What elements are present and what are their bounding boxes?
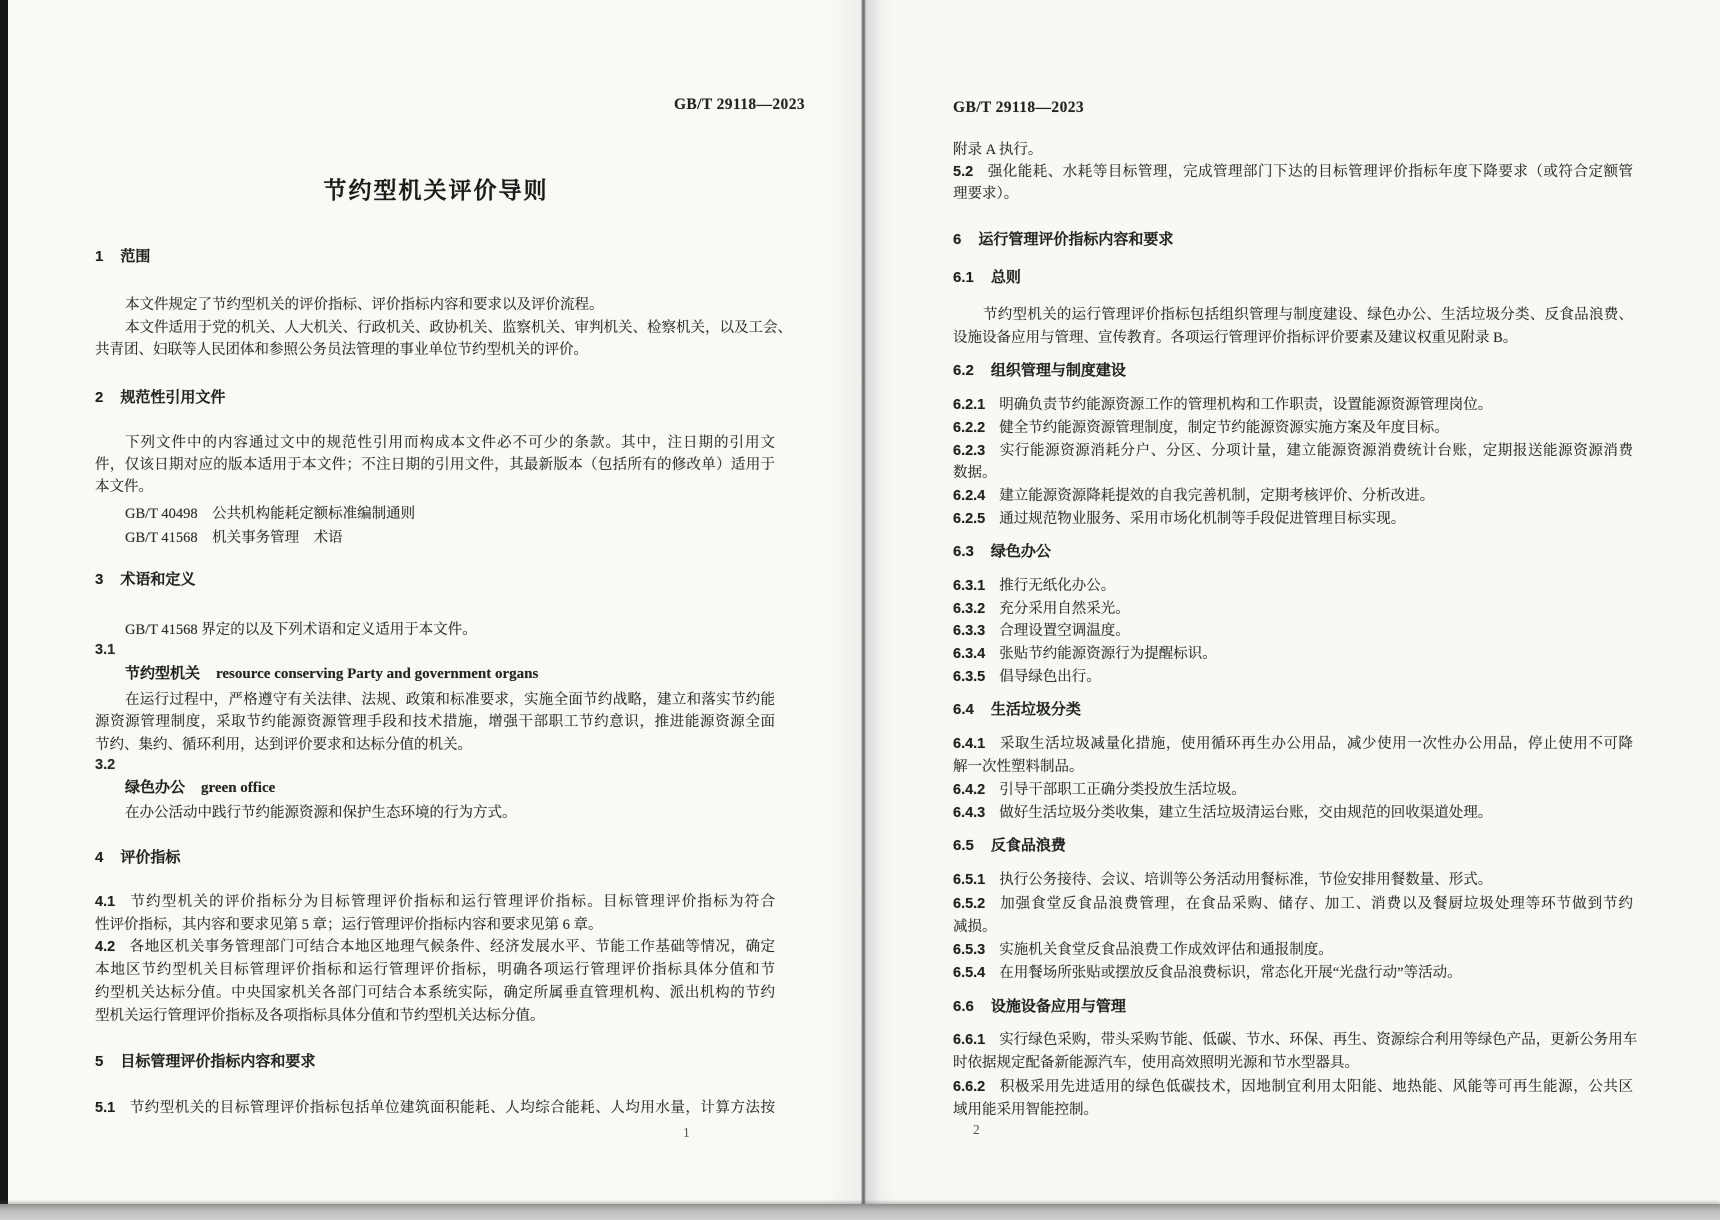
page-1 xyxy=(8,0,861,1220)
clause-line xyxy=(953,394,1492,416)
text-content: 目标管理评价指标内容和要求 xyxy=(120,1053,316,1070)
clause-line xyxy=(953,1029,1638,1051)
text-content: 在运行过程中，严格遵守有关法律、法规、政策和标准要求，实施全面节约战略，建立和落实节约能 xyxy=(125,692,775,708)
text-content: 术语和定义 xyxy=(120,571,196,588)
text-content: 实施机关食堂反食品浪费工作成效评估和通报制度。 xyxy=(999,942,1333,958)
clause-number: 6.3.5 xyxy=(953,669,986,685)
section-heading xyxy=(95,387,225,409)
term-number xyxy=(95,754,115,776)
text-content: 实行绿色采购，带头采购节能、低碳、节水、环保、再生、资源综合利用等绿色产品，更新公务用车 xyxy=(999,1032,1638,1048)
text-content: 件，仅该日期对应的版本适用于本文件；不注日期的引用文件，其最新版本（包括所有的修改单）适用于 xyxy=(95,457,775,473)
text-content: 共青团、妇联等人民团体和参照公务员法管理的事业单位节约型机关的评价。 xyxy=(95,342,588,358)
section-heading xyxy=(953,541,1051,563)
text-content: 范围 xyxy=(120,248,151,265)
term-chinese: 绿色办公 xyxy=(125,779,186,796)
paragraph-line xyxy=(95,959,775,981)
clause-number: 6.5.2 xyxy=(953,896,986,912)
text-content: 反食品浪费 xyxy=(990,837,1066,854)
clause-number: 6.4.1 xyxy=(953,736,986,752)
clause-line xyxy=(953,1076,1633,1098)
paragraph-line xyxy=(953,1052,1359,1074)
section-heading xyxy=(953,229,1173,251)
clause-number: 6.5.1 xyxy=(953,872,986,888)
page-header-standard-code xyxy=(95,94,805,116)
clause-number: 6.5.4 xyxy=(953,965,986,981)
clause-number: 3 xyxy=(95,571,104,588)
text-content: 执行公务接待、会议、培训等公务活动用餐标准，节俭安排用餐数量、形式。 xyxy=(999,872,1493,888)
page-2 xyxy=(866,0,1720,1220)
clause-line xyxy=(953,733,1633,755)
term-definition-line xyxy=(125,663,538,685)
clause-line xyxy=(953,440,1633,462)
text-content: 数据。 xyxy=(953,465,997,481)
clause-number: 5.2 xyxy=(953,164,974,180)
text-content: 域用能采用智能控制。 xyxy=(953,1102,1098,1118)
section-heading xyxy=(953,699,1081,721)
text-content: 在用餐场所张贴或摆放反食品浪费标识，常态化开展“光盘行动”等活动。 xyxy=(999,965,1462,981)
text-content: 明确负责节约能源资源工作的管理机构和工作职责，设置能源资源管理岗位。 xyxy=(999,397,1493,413)
term-chinese: 节约型机关 xyxy=(125,665,201,682)
clause-number: 6.5 xyxy=(953,837,974,854)
clause-number: 6.6 xyxy=(953,998,974,1015)
section-heading xyxy=(953,835,1066,857)
clause-number: 6.3.2 xyxy=(953,601,986,617)
paragraph-line xyxy=(953,462,997,484)
clause-line xyxy=(953,620,1130,642)
clause-number: 4.2 xyxy=(95,939,116,955)
text-content: 源资源管理制度，采取节约能源资源管理手段和技术措施，增强干部职工节约意识，推进能源资源全面 xyxy=(95,714,775,730)
clause-number: 6.2.4 xyxy=(953,488,986,504)
paragraph-line xyxy=(125,317,792,339)
paragraph-line xyxy=(95,711,775,733)
page-number xyxy=(973,1119,980,1141)
text-content: 解一次性塑料制品。 xyxy=(953,759,1084,775)
term-number xyxy=(95,639,115,661)
clause-number: 4 xyxy=(95,849,104,866)
text-content: 本地区节约型机关目标管理评价指标和运行管理评价指标，明确各项运行管理评价指标具体分值和节 xyxy=(95,962,775,978)
scan-bottom-edge xyxy=(0,1204,1720,1220)
clause-line xyxy=(953,939,1333,961)
text-content: 运行管理评价指标内容和要求 xyxy=(978,231,1174,248)
section-heading xyxy=(953,267,1021,289)
term-definition-line xyxy=(125,777,275,799)
text-content: 2 xyxy=(973,1122,980,1137)
text-content: 性评价指标，其内容和要求见第 5 章；运行管理评价指标内容和要求见第 6 章。 xyxy=(95,917,603,933)
text-content: 设施设备应用与管理、宣传教育。各项运行管理评价指标评价要素及建议权重见附录 B。 xyxy=(953,330,1518,346)
text-content: 节约、集约、循环利用，达到评价要求和达标分值的机关。 xyxy=(95,737,472,753)
text-content: 节约型机关评价导则 xyxy=(323,177,549,203)
term-english: green office xyxy=(201,780,276,796)
text-content: 1 xyxy=(683,1125,690,1140)
text-content: GB/T 29118—2023 xyxy=(953,99,1085,116)
text-content: 在办公活动中践行节约能源资源和保护生态环境的行为方式。 xyxy=(125,805,517,821)
document-title xyxy=(95,175,777,205)
clause-number: 5.1 xyxy=(95,1100,116,1116)
clause-number: 6.3.1 xyxy=(953,578,986,594)
text-content: 实行能源资源消耗分户、分区、分项计量，建立能源资源消费统计台账，定期报送能源资源消费 xyxy=(999,443,1633,459)
clause-number: 6.2 xyxy=(953,362,974,379)
page-number xyxy=(683,1122,690,1144)
text-content: 约型机关达标分值。中央国家机关各部门可结合本系统实际，确定所属垂直管理机构、派出机构的节约 xyxy=(95,985,775,1001)
paragraph-line xyxy=(125,432,775,454)
text-content: 时依据规定配备新能源汽车，使用高效照明光源和节水型器具。 xyxy=(953,1055,1359,1071)
clause-line xyxy=(953,417,1449,439)
clause-line xyxy=(95,891,775,913)
text-content: 强化能耗、水耗等目标管理，完成管理部门下达的目标管理评价指标年度下降要求（或符合定额管 xyxy=(987,164,1633,180)
paragraph-line xyxy=(983,304,1633,326)
text-content: 3.2 xyxy=(95,757,116,773)
clause-line xyxy=(953,779,1246,801)
text-content: 规范性引用文件 xyxy=(120,389,226,406)
clause-number: 6.3.3 xyxy=(953,623,986,639)
clause-line xyxy=(953,666,1101,688)
paragraph-line xyxy=(125,527,343,549)
clause-number: 6.6.1 xyxy=(953,1032,986,1048)
paragraph-line xyxy=(95,734,472,756)
text-content: GB/T 29118—2023 xyxy=(673,96,805,113)
clause-line xyxy=(95,1097,775,1119)
paragraph-line xyxy=(125,294,604,316)
clause-number: 6.1 xyxy=(953,269,974,286)
text-content: 健全节约能源资源管理制度，制定节约能源资源实施方案及年度目标。 xyxy=(999,420,1449,436)
text-content: 总则 xyxy=(990,269,1021,286)
clause-number: 6.3.4 xyxy=(953,646,986,662)
section-heading xyxy=(953,360,1126,382)
text-content: 3.1 xyxy=(95,642,116,658)
text-content: GB/T 40498 公共机构能耗定额标准编制通则 xyxy=(125,506,416,522)
text-content: 节约型机关的运行管理评价指标包括组织管理与制度建设、绿色办公、生活垃圾分类、反食品浪费、 xyxy=(983,307,1633,323)
section-heading xyxy=(953,996,1126,1018)
section-heading xyxy=(95,1051,315,1073)
paragraph-line xyxy=(95,339,588,361)
text-content: 节约型机关的目标管理评价指标包括单位建筑面积能耗、人均综合能耗、人均用水量，计算方法按 xyxy=(129,1100,775,1116)
text-content: 充分采用自然采光。 xyxy=(999,601,1130,617)
text-content: 采取生活垃圾减量化措施，使用循环再生办公用品，减少使用一次性办公用品，停止使用不可降 xyxy=(999,736,1633,752)
text-content: 张贴节约能源资源行为提醒标识。 xyxy=(999,646,1217,662)
clause-line xyxy=(953,508,1405,530)
page-header-standard-code xyxy=(953,97,1084,119)
clause-number: 2 xyxy=(95,389,104,406)
section-heading xyxy=(95,847,180,869)
clause-number: 6.4.3 xyxy=(953,805,986,821)
paragraph-line xyxy=(953,916,997,938)
text-content: 通过规范物业服务、采用市场化机制等手段促进管理目标实现。 xyxy=(999,511,1406,527)
clause-line xyxy=(953,643,1217,665)
paragraph-line xyxy=(953,139,1042,161)
clause-line xyxy=(953,962,1462,984)
text-content: 设施设备应用与管理 xyxy=(990,998,1126,1015)
paragraph-line xyxy=(95,454,775,476)
text-content: 积极采用先进适用的绿色低碳技术，因地制宜利用太阳能、地热能、风能等可再生能源，公共区 xyxy=(999,1079,1633,1095)
clause-line xyxy=(953,869,1492,891)
text-content: 本文件。 xyxy=(95,479,153,495)
clause-number: 4.1 xyxy=(95,894,116,910)
text-content: 评价指标 xyxy=(120,849,181,866)
clause-number: 6.4.2 xyxy=(953,782,986,798)
text-content: 型机关运行管理评价指标及各项指标具体分值和节约型机关达标分值。 xyxy=(95,1008,545,1024)
clause-line xyxy=(953,161,1633,183)
text-content: 各地区机关事务管理部门可结合本地区地理气候条件、经济发展水平、节能工作基础等情况，确定 xyxy=(129,939,775,955)
clause-line xyxy=(953,598,1130,620)
text-content: 理要求）。 xyxy=(953,186,1019,202)
text-content: 引导干部职工正确分类投放生活垃圾。 xyxy=(999,782,1246,798)
clause-number: 6.2.1 xyxy=(953,397,986,413)
text-content: 减损。 xyxy=(953,919,997,935)
text-content: 推行无纸化办公。 xyxy=(999,578,1116,594)
clause-line xyxy=(953,893,1633,915)
paragraph-line xyxy=(95,476,153,498)
clause-number: 6.2.3 xyxy=(953,443,986,459)
paragraph-line xyxy=(953,756,1084,778)
text-content: 组织管理与制度建设 xyxy=(990,362,1126,379)
paragraph-line xyxy=(95,914,603,936)
clause-number: 1 xyxy=(95,248,104,265)
text-content: 生活垃圾分类 xyxy=(990,701,1081,718)
text-content: GB/T 41568 界定的以及下列术语和定义适用于本文件。 xyxy=(125,622,477,638)
paragraph-line xyxy=(125,689,775,711)
paragraph-line xyxy=(125,503,415,525)
paragraph-line xyxy=(95,1005,545,1027)
clause-number: 6.5.3 xyxy=(953,942,986,958)
text-content: 建立能源资源降耗提效的自我完善机制，定期考核评价、分析改进。 xyxy=(999,488,1435,504)
text-content: 倡导绿色出行。 xyxy=(999,669,1101,685)
section-heading xyxy=(95,246,150,268)
clause-line xyxy=(953,575,1115,597)
text-content: GB/T 41568 机关事务管理 术语 xyxy=(125,530,343,546)
text-content: 本文件规定了节约型机关的评价指标、评价指标内容和要求以及评价流程。 xyxy=(125,297,604,313)
paragraph-line xyxy=(95,982,775,1004)
text-content: 加强食堂反食品浪费管理，在食品采购、储存、加工、消费以及餐厨垃圾处理等环节做到节约 xyxy=(999,896,1633,912)
clause-number: 6.2.2 xyxy=(953,420,986,436)
scan-spine-edge xyxy=(0,0,8,1220)
clause-number: 5 xyxy=(95,1053,104,1070)
clause-line xyxy=(95,936,775,958)
text-content: 附录 A 执行。 xyxy=(953,142,1043,158)
clause-number: 6.4 xyxy=(953,701,974,718)
paragraph-line xyxy=(125,802,517,824)
paragraph-line xyxy=(953,1099,1098,1121)
clause-line xyxy=(953,485,1434,507)
paragraph-line xyxy=(125,619,477,641)
text-content: 下列文件中的内容通过文中的规范性引用而构成本文件必不可少的条款。其中，注日期的引用文 xyxy=(125,435,775,451)
clause-number: 6.2.5 xyxy=(953,511,986,527)
paragraph-line xyxy=(953,183,1018,205)
term-english: resource conserving Party and government organs xyxy=(216,666,539,682)
text-content: 做好生活垃圾分类收集，建立生活垃圾清运台账，交由规范的回收渠道处理。 xyxy=(999,805,1493,821)
text-content: 节约型机关的评价指标分为目标管理评价指标和运行管理评价指标。目标管理评价指标为符合 xyxy=(129,894,775,910)
clause-line xyxy=(953,802,1492,824)
clause-number: 6.6.2 xyxy=(953,1079,986,1095)
text-content: 合理设置空调温度。 xyxy=(999,623,1130,639)
paragraph-line xyxy=(953,327,1517,349)
text-content: 本文件适用于党的机关、人大机关、行政机关、政协机关、监察机关、审判机关、检察机关，以及工会、 xyxy=(125,320,792,336)
clause-number: 6.3 xyxy=(953,543,974,560)
page-divider xyxy=(861,0,866,1220)
section-heading xyxy=(95,569,195,591)
text-content: 绿色办公 xyxy=(990,543,1051,560)
clause-number: 6 xyxy=(953,231,962,248)
